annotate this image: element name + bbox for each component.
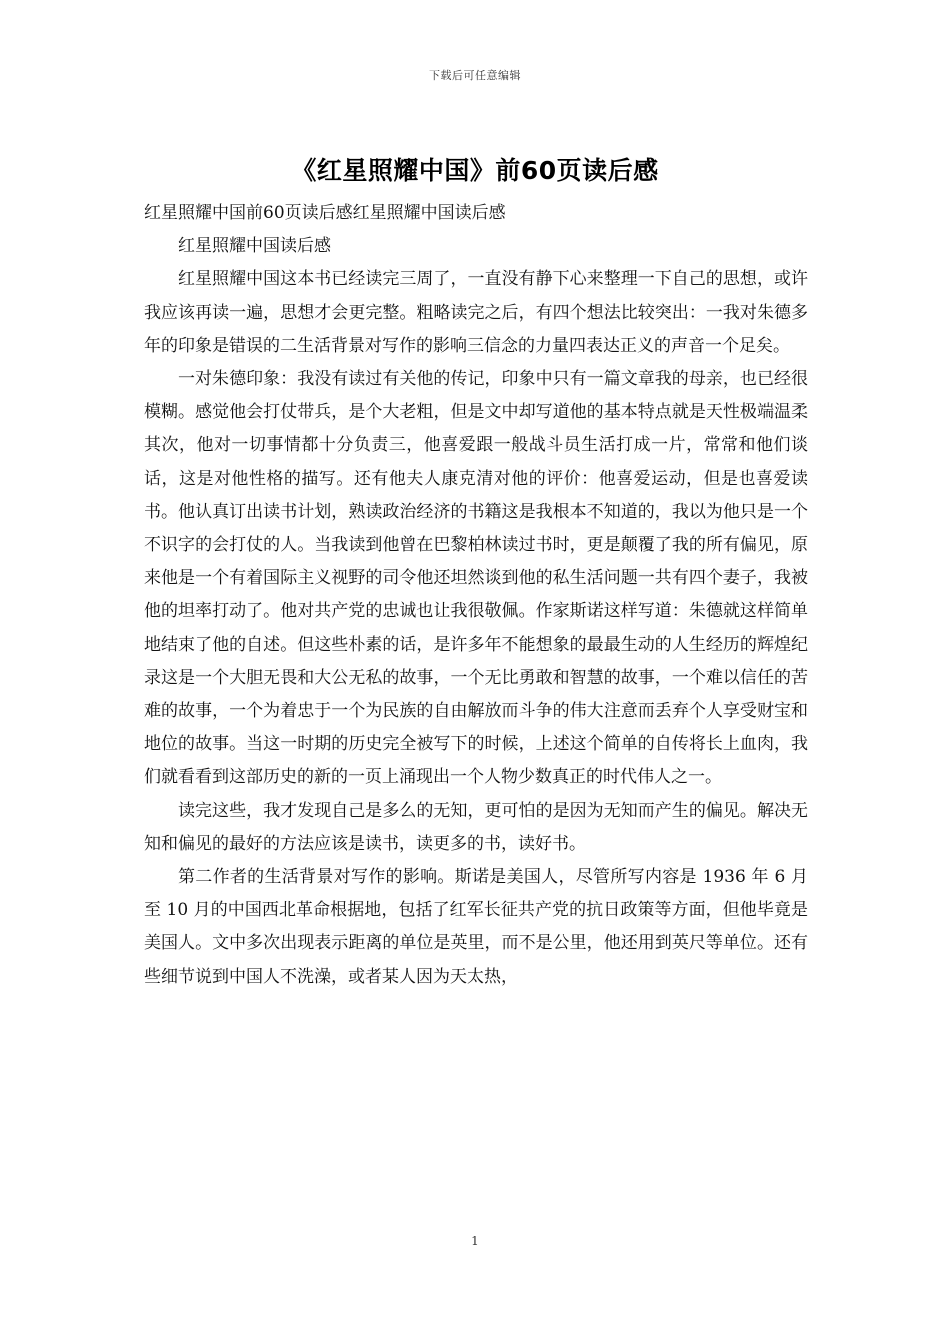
paragraph: 一对朱德印象：我没有读过有关他的传记，印象中只有一篇文章我的母亲，也已经很模糊。感觉他会打仗带兵，是个大老粗，但是文中却写道他的基本特点就是天性极端温柔其次，他对一切事情都十分负责三，他喜爱跟一般战斗员生活打成一片，常常和他们谈话，这是对他性格的描写。还有他夫人康克清对他的评价：他喜爱运动，但是也喜爱读书。他认真订出读书计划，熟读政治经济的书籍这是我根本不知道的，我以为他只是一个不识字的会打仗的人。当我读到他曾在巴黎柏林读过书时，更是颠覆了我的所有偏见，原来他是一个有着国际主义视野的司令他还坦然谈到他的私生活问题一共有四个妻子，我被他的坦率打动了。他对共产党的忠诚也让我很敬佩。作家斯诺这样写道：朱德就这样简单地结束了他的自述。但这些朴素的话，是许多年不能想象的最最生动的人生经历的辉煌纪录这是一个大胆无畏和大公无私的故事，一个无比勇敢和智慧的故事，一个难以信任的苦难的故事，一个为着忠于一个为民族的自由解放而斗争的伟大注意而丢弃个人享受财宝和地位的故事。当这一时期的历史完全被写下的时候，上述这个简单的自传将长上血肉，我们就看看到这部历史的新的一页上涌现出一个人物少数真正的时代伟人之一。 — [144, 369, 808, 788]
header-note: 下载后可任意编辑 — [429, 69, 521, 82]
paragraph-heading: 红星照耀中国读后感 — [178, 236, 331, 257]
paragraph: 读完这些，我才发现自己是多么的无知，更可怕的是因为无知而产生的偏见。解决无知和偏见的最好的方法应该是读书，读更多的书，读好书。 — [144, 800, 808, 854]
page-number: 1 — [471, 1234, 479, 1248]
paragraph: 第二作者的生活背景对写作的影响。斯诺是美国人，尽管所写内容是 1936 年 6 月至 10 月的中国西北革命根据地，包括了红军长征共产党的抗日政策等方面，但他毕竟是美国人。文中多次出现表示距离的单位是英里，而不是公里，他还用到英尺等单位。还有些细节说到中国人不洗澡，或者某人因为天太热， — [144, 867, 808, 987]
document-body — [144, 197, 808, 994]
paragraph: 红星照耀中国这本书已经读完三周了，一直没有静下心来整理一下自己的思想，或许我应该再读一遍，思想才会更完整。粗略读完之后，有四个想法比较突出：一我对朱德多年的印象是错误的二生活背景对写作的影响三信念的力量四表达正义的声音一个足矣。 — [144, 269, 808, 356]
document-title: 《红星照耀中国》前60页读后感 — [291, 156, 659, 185]
paragraph-subtitle: 红星照耀中国前60页读后感红星照耀中国读后感 — [144, 203, 506, 223]
